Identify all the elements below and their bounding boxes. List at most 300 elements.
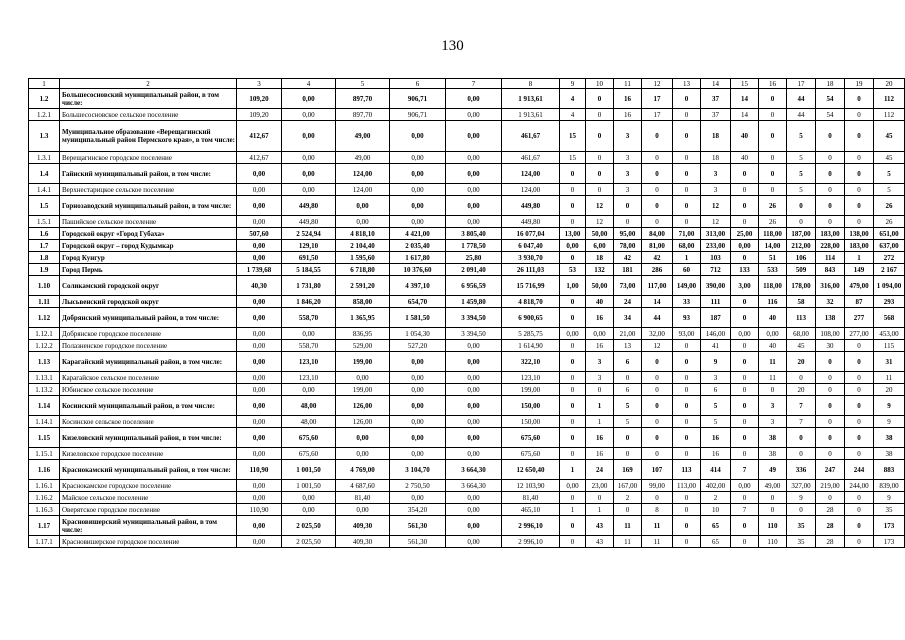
value-cell: 6 047,40 [502, 240, 560, 252]
value-cell: 0 [816, 216, 845, 228]
value-cell: 354,20 [390, 504, 446, 516]
value-cell: 0,00 [336, 216, 390, 228]
row-name-cell: Красновишерский муниципальный район, в том числе: [60, 516, 237, 536]
value-cell: 2 [701, 492, 731, 504]
value-cell: 38 [759, 428, 787, 448]
row-code-cell: 1.14 [29, 396, 60, 416]
value-cell: 0,00 [237, 536, 282, 548]
value-cell: 0 [614, 504, 642, 516]
row-code-cell: 1.16.2 [29, 492, 60, 504]
row-code-cell: 1.15 [29, 428, 60, 448]
row-name-cell: Пашийское сельское поселение [60, 216, 237, 228]
value-cell: 0 [816, 492, 845, 504]
value-cell: 37 [701, 89, 731, 109]
value-cell: 65 [701, 536, 731, 548]
row-name-cell: Большесосновское сельское поселение [60, 109, 237, 121]
value-cell: 5 [874, 184, 905, 196]
value-cell: 0 [586, 109, 614, 121]
value-cell: 0 [586, 152, 614, 164]
value-cell: 0 [560, 308, 586, 328]
column-number-cell: 15 [731, 79, 759, 89]
table-row [29, 416, 905, 428]
value-cell: 14 [642, 296, 673, 308]
value-cell: 675,60 [502, 428, 560, 448]
value-cell: 906,71 [390, 109, 446, 121]
row-name-cell: Красновишерское городское поселение [60, 536, 237, 548]
value-cell: 106 [787, 252, 816, 264]
value-cell: 0,00 [282, 504, 336, 516]
value-cell: 0 [560, 340, 586, 352]
value-cell: 5 [787, 184, 816, 196]
value-cell: 0 [642, 416, 673, 428]
value-cell: 16 [586, 428, 614, 448]
value-cell: 449,80 [502, 216, 560, 228]
value-cell: 0 [642, 384, 673, 396]
row-code-cell: 1.12.1 [29, 328, 60, 340]
value-cell: 4 [560, 109, 586, 121]
value-cell: 0,00 [237, 492, 282, 504]
value-cell: 0,00 [390, 164, 446, 184]
value-cell: 81,40 [502, 492, 560, 504]
value-cell: 1 001,50 [282, 480, 336, 492]
row-name-cell: Кизеловский муниципальный район, в том числе: [60, 428, 237, 448]
value-cell: 0 [759, 384, 787, 396]
value-cell: 0 [560, 492, 586, 504]
value-cell: 527,20 [390, 340, 446, 352]
value-cell: 0 [642, 184, 673, 196]
row-name-cell: Лысьвенский городской округ [60, 296, 237, 308]
value-cell: 173 [874, 516, 905, 536]
page-number: 130 [441, 38, 464, 54]
value-cell: 0 [759, 89, 787, 109]
value-cell: 1 [586, 396, 614, 416]
value-cell: 509 [787, 264, 816, 276]
column-number-cell: 19 [845, 79, 874, 89]
value-cell: 0 [731, 352, 759, 372]
table-row [29, 228, 905, 240]
value-cell: 7 [731, 504, 759, 516]
value-cell: 78,00 [614, 240, 642, 252]
row-code-cell: 1.16 [29, 460, 60, 480]
value-cell: 169 [614, 460, 642, 480]
value-cell: 40 [759, 308, 787, 328]
value-cell: 14 [731, 89, 759, 109]
value-cell: 1,00 [560, 276, 586, 296]
value-cell: 12 650,40 [502, 460, 560, 480]
value-cell: 5 [614, 416, 642, 428]
value-cell: 3 [701, 164, 731, 184]
value-cell: 293 [874, 296, 905, 308]
value-cell: 0,00 [390, 352, 446, 372]
value-cell: 2 091,40 [446, 264, 502, 276]
value-cell: 0 [642, 216, 673, 228]
value-cell: 43 [586, 516, 614, 536]
value-cell: 150,00 [502, 416, 560, 428]
row-code-cell: 1.3.1 [29, 152, 60, 164]
value-cell: 0,00 [390, 448, 446, 460]
value-cell: 84,00 [642, 228, 673, 240]
value-cell: 0 [560, 448, 586, 460]
column-number-cell: 9 [560, 79, 586, 89]
value-cell: 71,00 [673, 228, 701, 240]
value-cell: 568 [874, 308, 905, 328]
value-cell: 0,00 [446, 536, 502, 548]
value-cell: 277,00 [845, 328, 874, 340]
value-cell: 8 [642, 504, 673, 516]
value-cell: 1 [586, 504, 614, 516]
value-cell: 0 [731, 448, 759, 460]
value-cell: 3 [614, 164, 642, 184]
value-cell: 4 769,00 [336, 460, 390, 480]
value-cell: 212,00 [787, 240, 816, 252]
value-cell: 2 996,10 [502, 536, 560, 548]
value-cell: 18 [701, 121, 731, 152]
value-cell: 3 664,30 [446, 480, 502, 492]
value-cell: 1 094,00 [874, 276, 905, 296]
value-cell: 81,00 [642, 240, 673, 252]
value-cell: 42 [642, 252, 673, 264]
value-cell: 7 [731, 460, 759, 480]
value-cell: 0 [673, 492, 701, 504]
value-cell: 0,00 [282, 328, 336, 340]
column-number-cell: 13 [673, 79, 701, 89]
value-cell: 30 [816, 340, 845, 352]
table-row [29, 328, 905, 340]
value-cell: 0 [673, 516, 701, 536]
value-cell: 1 459,80 [446, 296, 502, 308]
value-cell: 87 [845, 296, 874, 308]
value-cell: 123,10 [282, 372, 336, 384]
value-cell: 675,60 [282, 448, 336, 460]
value-cell: 843 [816, 264, 845, 276]
value-cell: 0,00 [237, 216, 282, 228]
value-cell: 0 [586, 492, 614, 504]
row-name-cell: Соликамский городской округ [60, 276, 237, 296]
row-name-cell: Майское сельское поселение [60, 492, 237, 504]
value-cell: 1 [586, 416, 614, 428]
value-cell: 5 [787, 152, 816, 164]
value-cell: 0,00 [282, 164, 336, 184]
value-cell: 0 [759, 121, 787, 152]
value-cell: 132 [586, 264, 614, 276]
value-cell: 561,30 [390, 536, 446, 548]
value-cell: 109,20 [237, 89, 282, 109]
row-name-cell: Кизеловское городское поселение [60, 448, 237, 460]
value-cell: 115 [874, 340, 905, 352]
value-cell: 0 [731, 216, 759, 228]
value-cell: 0 [787, 448, 816, 460]
value-cell: 0,00 [390, 428, 446, 448]
value-cell: 558,70 [282, 340, 336, 352]
value-cell: 0 [642, 396, 673, 416]
value-cell: 12 [642, 340, 673, 352]
row-code-cell: 1.16.3 [29, 504, 60, 516]
value-cell: 6,00 [586, 240, 614, 252]
value-cell: 0 [845, 536, 874, 548]
table-row [29, 448, 905, 460]
value-cell: 1 [845, 252, 874, 264]
value-cell: 113 [787, 308, 816, 328]
value-cell: 1 614,90 [502, 340, 560, 352]
row-code-cell: 1.3 [29, 121, 60, 152]
value-cell: 0 [673, 384, 701, 396]
value-cell: 133 [731, 264, 759, 276]
value-cell: 0 [560, 384, 586, 396]
value-cell: 414 [701, 460, 731, 480]
table-row [29, 252, 905, 264]
value-cell: 0 [731, 252, 759, 264]
column-number-cell: 16 [759, 79, 787, 89]
column-number-cell: 5 [336, 79, 390, 89]
value-cell: 199,00 [502, 384, 560, 396]
value-cell: 0,00 [390, 152, 446, 164]
value-cell: 479,00 [845, 276, 874, 296]
value-cell: 0,00 [446, 516, 502, 536]
value-cell: 0 [673, 164, 701, 184]
value-cell: 32 [816, 296, 845, 308]
value-cell: 0,00 [390, 384, 446, 396]
value-cell: 25,80 [446, 252, 502, 264]
value-cell: 0 [673, 416, 701, 428]
table-row [29, 428, 905, 448]
value-cell: 0 [560, 536, 586, 548]
row-code-cell: 1.12.2 [29, 340, 60, 352]
value-cell: 0 [614, 428, 642, 448]
value-cell: 173 [874, 536, 905, 548]
row-code-cell: 1.2.1 [29, 109, 60, 121]
value-cell: 33 [673, 296, 701, 308]
value-cell: 45 [787, 340, 816, 352]
value-cell: 34 [614, 308, 642, 328]
value-cell: 0,00 [237, 340, 282, 352]
value-cell: 41 [701, 340, 731, 352]
value-cell: 0,00 [446, 89, 502, 109]
value-cell: 0 [845, 516, 874, 536]
value-cell: 4 687,60 [336, 480, 390, 492]
value-cell: 42 [614, 252, 642, 264]
value-cell: 0 [560, 516, 586, 536]
value-cell: 16 [586, 448, 614, 460]
row-name-cell: Гайнский муниципальный район, в том числе: [60, 164, 237, 184]
table-row [29, 240, 905, 252]
table-header-row [29, 79, 905, 89]
value-cell: 1 365,95 [336, 308, 390, 328]
value-cell: 1 913,61 [502, 89, 560, 109]
value-cell: 0,00 [446, 396, 502, 416]
row-name-cell: Горнозаводский муниципальный район, в том числе: [60, 196, 237, 216]
value-cell: 1 054,30 [390, 328, 446, 340]
table-row [29, 152, 905, 164]
value-cell: 95,00 [614, 228, 642, 240]
table-row [29, 504, 905, 516]
row-code-cell: 1.8 [29, 252, 60, 264]
value-cell: 124,00 [336, 184, 390, 196]
value-cell: 0,00 [446, 196, 502, 216]
value-cell: 0,00 [446, 428, 502, 448]
value-cell: 637,00 [874, 240, 905, 252]
value-cell: 0,00 [759, 328, 787, 340]
row-name-cell: Оверятское городское поселение [60, 504, 237, 516]
value-cell: 507,60 [237, 228, 282, 240]
row-code-cell: 1.14.1 [29, 416, 60, 428]
value-cell: 0 [845, 416, 874, 428]
value-cell: 0 [787, 372, 816, 384]
value-cell: 0,00 [446, 504, 502, 516]
value-cell: 461,67 [502, 152, 560, 164]
value-cell: 244,00 [845, 480, 874, 492]
value-cell: 0 [759, 492, 787, 504]
value-cell: 14 [731, 109, 759, 121]
row-name-cell: Городской округ «Город Губаха» [60, 228, 237, 240]
value-cell: 0 [673, 196, 701, 216]
value-cell: 11 [642, 536, 673, 548]
value-cell: 118,00 [759, 276, 787, 296]
value-cell: 390,00 [701, 276, 731, 296]
value-cell: 0 [673, 184, 701, 196]
value-cell: 6 [614, 384, 642, 396]
value-cell: 3 [614, 121, 642, 152]
row-code-cell: 1.13.1 [29, 372, 60, 384]
value-cell: 50,00 [586, 276, 614, 296]
value-cell: 0 [673, 340, 701, 352]
value-cell: 0 [816, 184, 845, 196]
value-cell: 40 [731, 121, 759, 152]
value-cell: 15 716,99 [502, 276, 560, 296]
value-cell: 327,00 [787, 480, 816, 492]
value-cell: 5 [787, 164, 816, 184]
value-cell: 0,00 [446, 372, 502, 384]
value-cell: 4 818,70 [502, 296, 560, 308]
value-cell: 11 [874, 372, 905, 384]
value-cell: 5 184,55 [282, 264, 336, 276]
value-cell: 897,70 [336, 89, 390, 109]
row-code-cell: 1.17 [29, 516, 60, 536]
value-cell: 0 [560, 252, 586, 264]
value-cell: 906,71 [390, 89, 446, 109]
value-cell: 0,00 [237, 252, 282, 264]
value-cell: 0,00 [560, 240, 586, 252]
value-cell: 0,00 [237, 384, 282, 396]
row-name-cell: Город Пермь [60, 264, 237, 276]
value-cell: 0 [642, 352, 673, 372]
value-cell: 0 [560, 416, 586, 428]
value-cell: 0 [845, 152, 874, 164]
value-cell: 449,80 [282, 216, 336, 228]
row-code-cell: 1.13 [29, 352, 60, 372]
value-cell: 35 [874, 504, 905, 516]
value-cell: 0 [673, 504, 701, 516]
value-cell: 316,00 [816, 276, 845, 296]
table-row [29, 184, 905, 196]
value-cell: 73,00 [614, 276, 642, 296]
value-cell: 5 [787, 121, 816, 152]
value-cell: 0 [614, 216, 642, 228]
value-cell: 0,00 [390, 196, 446, 216]
value-cell: 2 035,40 [390, 240, 446, 252]
value-cell: 0 [731, 516, 759, 536]
table-row [29, 536, 905, 548]
value-cell: 533 [759, 264, 787, 276]
table-row [29, 164, 905, 184]
value-cell: 0 [816, 384, 845, 396]
value-cell: 0 [673, 428, 701, 448]
value-cell: 0 [731, 416, 759, 428]
value-cell: 26 [874, 216, 905, 228]
value-cell: 99,00 [642, 480, 673, 492]
value-cell: 112 [874, 89, 905, 109]
value-cell: 12 [586, 196, 614, 216]
value-cell: 0 [731, 536, 759, 548]
value-cell: 2 104,40 [336, 240, 390, 252]
value-cell: 0 [673, 109, 701, 121]
table-row [29, 384, 905, 396]
value-cell: 0,00 [237, 308, 282, 328]
value-cell: 712 [701, 264, 731, 276]
value-cell: 0,00 [336, 372, 390, 384]
row-code-cell: 1.4 [29, 164, 60, 184]
value-cell: 21,00 [614, 328, 642, 340]
value-cell: 126,00 [336, 416, 390, 428]
row-name-cell: Верещагинское городское поселение [60, 152, 237, 164]
value-cell: 0 [642, 121, 673, 152]
value-cell: 0 [816, 164, 845, 184]
value-cell: 6 [701, 384, 731, 396]
value-cell: 0 [731, 396, 759, 416]
value-cell: 0 [816, 396, 845, 416]
value-cell: 68,00 [673, 240, 701, 252]
value-cell: 0 [816, 352, 845, 372]
value-cell: 181 [614, 264, 642, 276]
value-cell: 16 [614, 109, 642, 121]
value-cell: 26 [874, 196, 905, 216]
value-cell: 48,00 [282, 396, 336, 416]
value-cell: 17 [642, 89, 673, 109]
value-cell: 5 [701, 416, 731, 428]
value-cell: 6 718,80 [336, 264, 390, 276]
value-cell: 0 [614, 372, 642, 384]
value-cell: 0,00 [237, 240, 282, 252]
value-cell: 0 [845, 89, 874, 109]
value-cell: 0 [845, 196, 874, 216]
value-cell: 0 [560, 184, 586, 196]
value-cell: 0,00 [237, 396, 282, 416]
value-cell: 0 [787, 428, 816, 448]
value-cell: 113,00 [673, 480, 701, 492]
value-cell: 0,00 [446, 164, 502, 184]
value-cell: 6 900,65 [502, 308, 560, 328]
value-cell: 883 [874, 460, 905, 480]
row-name-cell: Городской округ – город Кудымкар [60, 240, 237, 252]
table-row [29, 89, 905, 109]
table-row [29, 276, 905, 296]
value-cell: 0,00 [336, 428, 390, 448]
row-code-cell: 1.5.1 [29, 216, 60, 228]
value-cell: 0,00 [560, 328, 586, 340]
value-cell: 0,00 [446, 448, 502, 460]
value-cell: 0,00 [237, 196, 282, 216]
value-cell: 0 [586, 89, 614, 109]
value-cell: 651,00 [874, 228, 905, 240]
value-cell: 0 [731, 340, 759, 352]
value-cell: 111 [701, 296, 731, 308]
value-cell: 0,00 [336, 504, 390, 516]
value-cell: 48,00 [282, 416, 336, 428]
value-cell: 0 [759, 184, 787, 196]
value-cell: 199,00 [336, 384, 390, 396]
value-cell: 3 805,40 [446, 228, 502, 240]
value-cell: 1 913,61 [502, 109, 560, 121]
value-cell: 0,00 [390, 416, 446, 428]
